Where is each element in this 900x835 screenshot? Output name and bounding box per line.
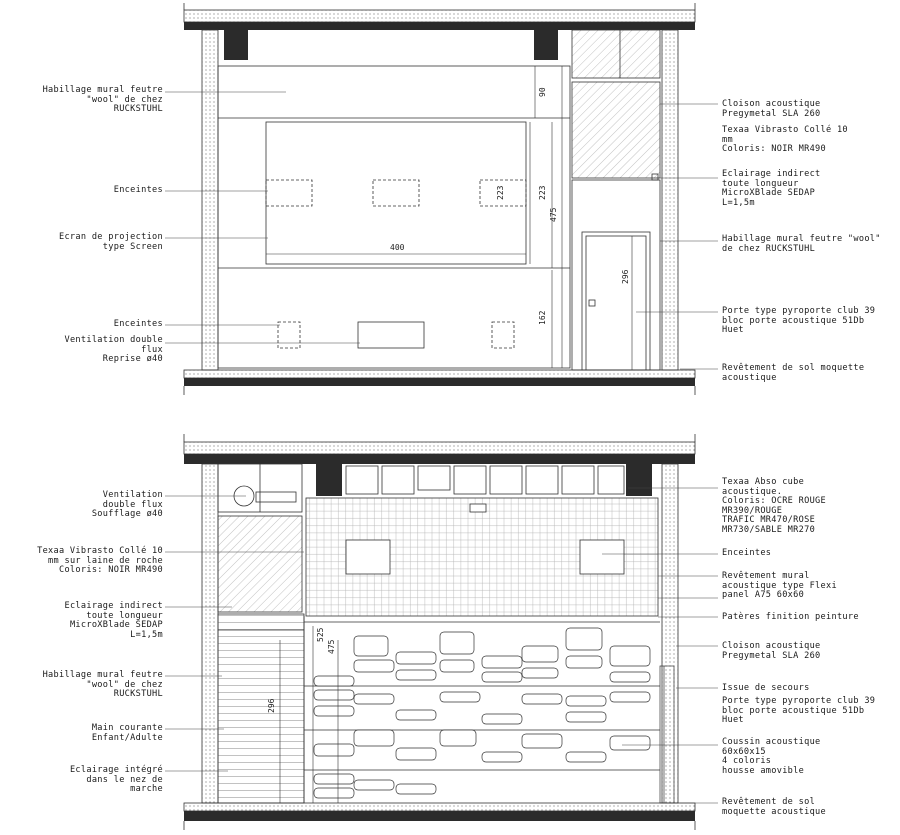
label-ventilation-top: Ventilation double flux Reprise ø40 bbox=[64, 335, 163, 365]
top-section bbox=[184, 3, 695, 395]
dim-162: 162 bbox=[538, 310, 547, 325]
label-main-courante: Main courante Enfant/Adulte bbox=[91, 723, 163, 743]
label-texaa-abso: Texaa Abso cube acoustique. Coloris: OCRE ROUGE MR390/ROUGE TRAFIC MR470/ROSE MR730/SABLE MR270 bbox=[722, 477, 827, 535]
top-right-wall bbox=[662, 30, 678, 370]
dim-90: 90 bbox=[538, 87, 547, 97]
label-texaa-top: Texaa Vibrasto Collé 10 mm Coloris: NOIR MR490 bbox=[722, 125, 848, 155]
bottom-left-wall bbox=[202, 464, 218, 803]
label-enceintes-top-1: Enceintes bbox=[113, 185, 163, 195]
dim-400: 400 bbox=[390, 243, 405, 252]
label-revetement-sol-bottom: Revêtement de sol moquette acoustique bbox=[722, 797, 827, 817]
stairs bbox=[218, 614, 304, 803]
label-enceintes-bottom: Enceintes bbox=[722, 548, 772, 558]
label-ecran-projection: Ecran de projection type Screen bbox=[58, 232, 163, 252]
label-habillage-bottom: Habillage mural feutre "wool" de chez RUCKSTUHL bbox=[42, 670, 163, 700]
dim-475: 475 bbox=[549, 207, 558, 222]
acoustic-cushions bbox=[314, 628, 650, 798]
label-eclairage-integre: Eclairage intégré dans le nez de marche bbox=[69, 765, 163, 795]
label-revetement-top: Revêtement de sol moquette acoustique bbox=[722, 363, 865, 383]
dim-296-bottom: 296 bbox=[267, 698, 276, 713]
label-pateres: Patères finition peinture bbox=[722, 612, 859, 622]
label-texaa-bottom: Texaa Vibrasto Collé 10 mm sur laine de roche Coloris: NOIR MR490 bbox=[37, 546, 163, 576]
dim-223b: 223 bbox=[538, 185, 547, 200]
label-eclairage-top: Eclairage indirect toute longueur MicroXBlade SEDAP L=1,5m bbox=[722, 169, 821, 208]
dim-223a: 223 bbox=[496, 185, 505, 200]
top-ceiling-slab bbox=[184, 10, 695, 22]
dim-525: 525 bbox=[316, 627, 325, 642]
label-cloison-top: Cloison acoustique Pregymetal SLA 260 bbox=[722, 99, 821, 119]
dim-475-bottom: 475 bbox=[327, 639, 336, 654]
top-left-wall bbox=[202, 30, 218, 370]
bottom-section bbox=[184, 434, 695, 830]
bottom-floor-slab bbox=[184, 803, 695, 811]
label-revetement-mural: Revêtement mural acoustique type Flexi panel A75 60x60 bbox=[722, 571, 837, 601]
label-enceintes-top-2: Enceintes bbox=[113, 319, 163, 329]
bottom-ceiling-slab bbox=[184, 442, 695, 454]
bottom-right-wall bbox=[662, 464, 678, 803]
dim-296-top: 296 bbox=[621, 269, 630, 284]
label-coussin: Coussin acoustique 60x60x15 4 coloris housse amovible bbox=[722, 737, 821, 776]
label-issue-secours: Issue de secours bbox=[722, 683, 810, 693]
label-porte-top: Porte type pyroporte club 39 bloc porte acoustique 51Db Huet bbox=[722, 306, 876, 336]
label-cloison-bottom: Cloison acoustique Pregymetal SLA 260 bbox=[722, 641, 821, 661]
label-porte-bottom: Porte type pyroporte club 39 bloc porte acoustique 51Db Huet bbox=[722, 696, 876, 726]
label-eclairage-bottom: Eclairage indirect toute longueur MicroXBlade SEDAP L=1,5m bbox=[64, 601, 163, 640]
top-floor-slab bbox=[184, 370, 695, 378]
label-ventilation-bottom: Ventilation double flux Soufflage ø40 bbox=[91, 490, 163, 520]
label-habillage-top-left: Habillage mural feutre "wool" de chez RUCKSTUHL bbox=[42, 85, 163, 115]
top-door bbox=[582, 232, 650, 370]
label-habillage-top-right: Habillage mural feutre "wool" de chez RUCKSTUHL bbox=[722, 234, 881, 254]
